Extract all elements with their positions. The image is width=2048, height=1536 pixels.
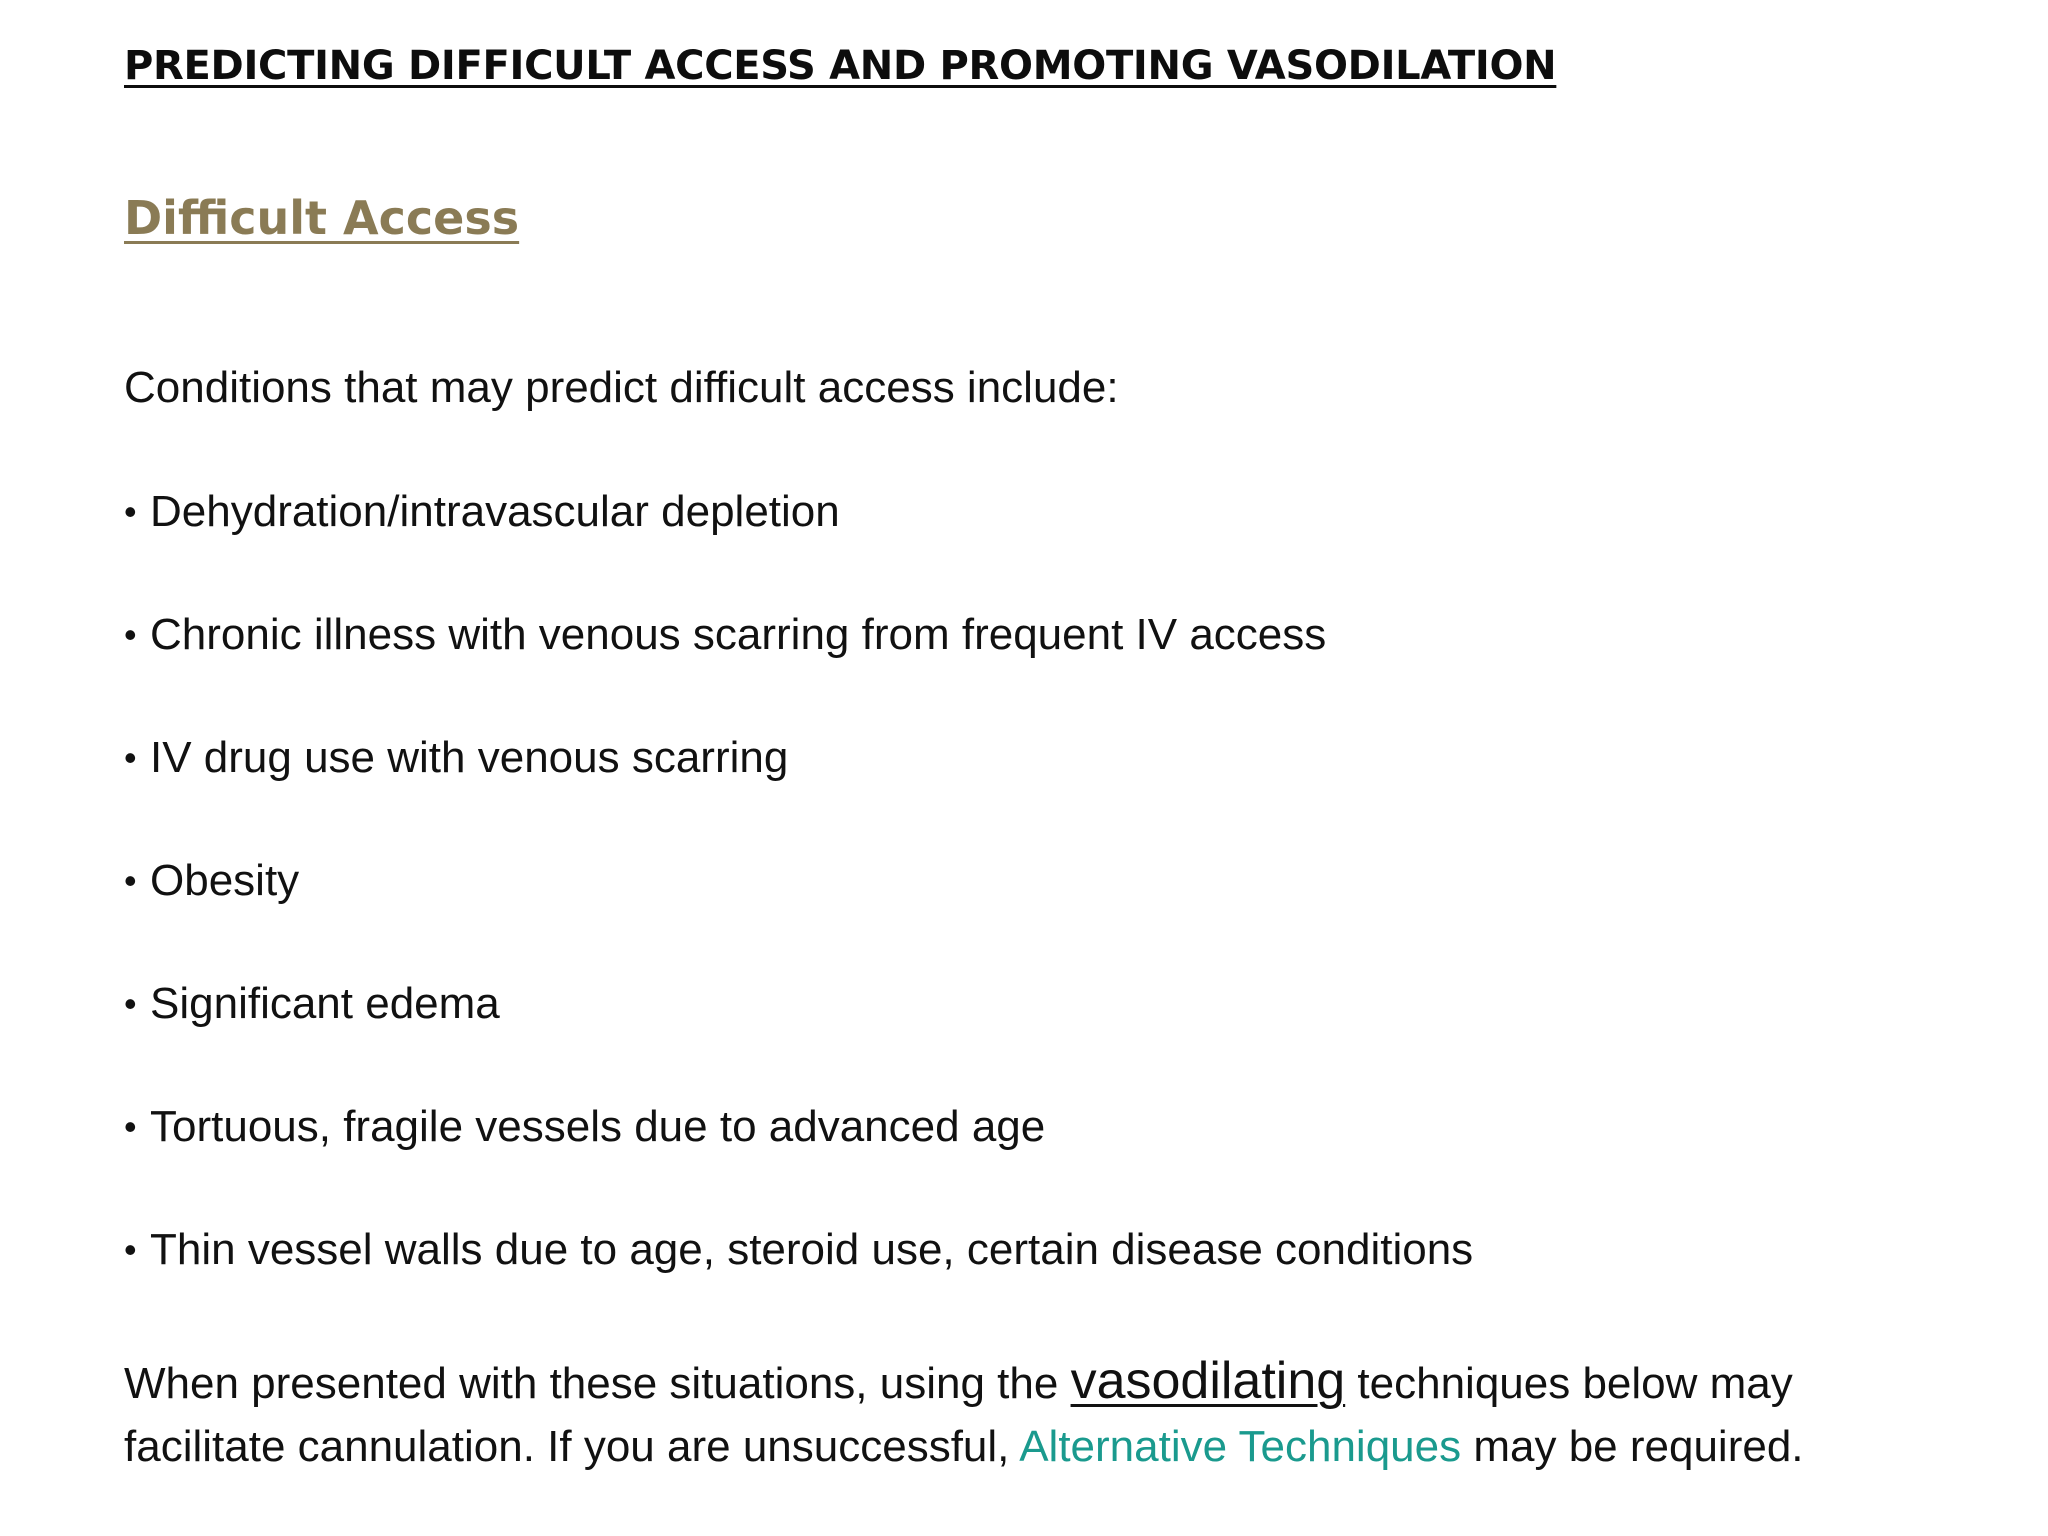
bullet-icon: • (124, 614, 137, 655)
condition-text: Thin vessel walls due to age, steroid use, certain disease conditions (150, 1225, 1474, 1274)
conditions-list (124, 482, 1473, 1343)
vasodilating-emphasis: vasodilating (1070, 1352, 1346, 1410)
closing-paragraph (124, 1350, 1964, 1478)
bullet-icon: • (124, 1229, 137, 1270)
list-item (124, 482, 1473, 605)
bullet-icon: • (124, 491, 137, 532)
condition-text: Tortuous, fragile vessels due to advanced age (150, 1102, 1046, 1151)
list-item (124, 851, 1473, 974)
condition-text: Chronic illness with venous scarring from frequent IV access (150, 610, 1327, 659)
list-item (124, 605, 1473, 728)
list-item (124, 1220, 1473, 1343)
condition-text: Dehydration/intravascular depletion (150, 487, 840, 536)
page-title: PREDICTING DIFFICULT ACCESS AND PROMOTING VASODILATION (124, 43, 1557, 89)
bullet-icon: • (124, 983, 137, 1024)
list-item (124, 1097, 1473, 1220)
condition-text: Significant edema (150, 979, 500, 1028)
document-page (124, 38, 1964, 1471)
condition-text: IV drug use with venous scarring (150, 733, 789, 782)
intro-text: Conditions that may predict difficult access include: (124, 363, 1119, 412)
closing-text-part1: When presented with these situations, using the (124, 1359, 1071, 1408)
closing-text-part3: may be required. (1461, 1422, 1804, 1471)
bullet-icon: • (124, 737, 137, 778)
alternative-techniques-link[interactable]: Alternative Techniques (1019, 1422, 1462, 1471)
bullet-icon: • (124, 1106, 137, 1147)
section-heading-difficult-access: Difficult Access (124, 191, 520, 245)
list-item (124, 974, 1473, 1097)
condition-text: Obesity (150, 856, 300, 905)
closing-text-part2: techniques below may facilitate cannulation. If you are unsuccessful, (124, 1359, 1793, 1471)
bullet-icon: • (124, 860, 137, 901)
list-item (124, 728, 1473, 851)
